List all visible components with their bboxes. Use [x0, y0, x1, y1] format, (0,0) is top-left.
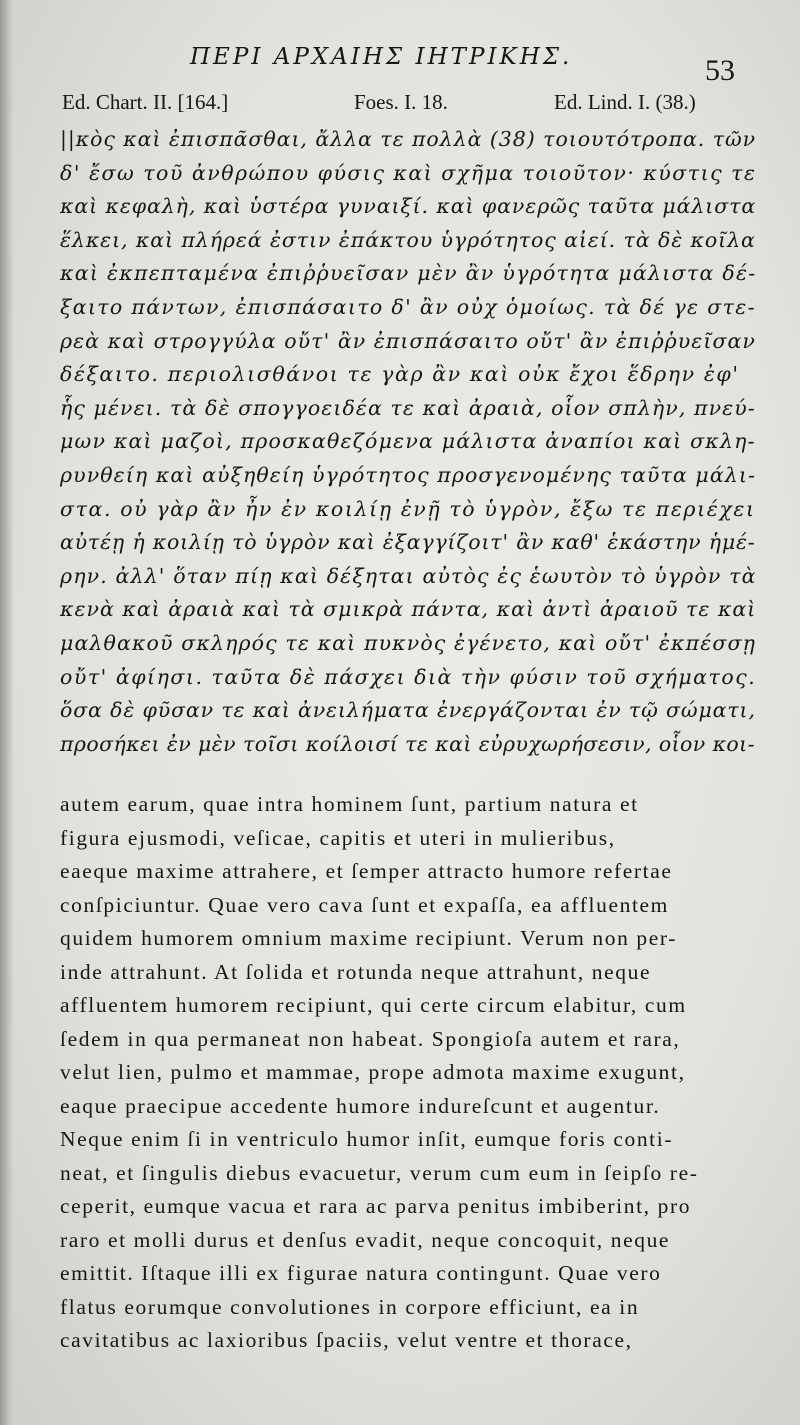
latin-text-block [60, 788, 760, 1358]
greek-text-line: καὶ κεφαλὴ, καὶ ὑστέρα γυναιξί. καὶ φανερῶς ταῦτα μάλιστα [60, 194, 757, 219]
page-number: 53 [705, 54, 735, 87]
greek-text-line: ρην. ἀλλ' ὅταν πίῃ καὶ δέξηται αὐτὸς ἐς ἑωυτὸν τὸ ὑγρὸν τὰ [60, 563, 757, 588]
latin-text-line: ſedem in qua permaneat non habeat. Spongioſa autem et rara, [60, 1026, 681, 1051]
latin-text-line: ceperit, eumque vacua et rara ac parva penitus imbiberint, pro [60, 1194, 692, 1218]
greek-text-line: στα. οὐ γὰρ ἂν ἦν ἐν κοιλίῃ ἐνῇ τὸ ὑγρὸν, ἔξω τε περιέχει [60, 496, 756, 521]
greek-text-line: οὔτ' ἀφίησι. ταῦτα δὲ πάσχει διὰ τὴν φύσιν τοῦ σχήματος. [60, 664, 757, 689]
edition-ref-linden: Ed. Lind. I. (38.) [554, 90, 696, 114]
latin-text-line: affluentem humorem recipiunt, qui certe circum elabitur, cum [60, 993, 687, 1017]
greek-text-line: ἧς μένει. τὰ δὲ σπογγοειδέα τε καὶ ἀραιὰ, οἷον σπλὴν, πνεύ- [60, 395, 756, 420]
greek-text-line: μων καὶ μαζοὶ, προσκαθεζόμενα μάλιστα ἀναπίοι καὶ σκλη- [60, 429, 756, 454]
greek-text-line: μαλθακοῦ σκληρός τε καὶ πυκνὸς ἐγένετο, καὶ οὔτ' ἐκπέσσῃ [60, 630, 756, 655]
greek-text-line: ρυνθείη καὶ αὐξηθείη ὑγρότητος προσγενομένης ταῦτα μάλι- [60, 462, 757, 487]
greek-text-line: ρεὰ καὶ στρογγύλα οὔτ' ἂν ἐπισπάσαιτο οὔτ' ἂν ἐπιῤῥυεῖσαν [60, 328, 756, 353]
greek-text-line: ||κὸς καὶ ἐπισπᾶσθαι, ἄλλα τε πολλὰ (38) τοιουτότροπα. τῶν [60, 127, 757, 151]
latin-text-line: velut lien, pulmo et mammae, prope admota maxime exugunt, [60, 1060, 686, 1084]
running-head: ΠΕΡΙ ΑΡΧΑΙΗΣ ΙΗΤΡΙΚΗΣ. [190, 44, 573, 70]
greek-text-line: ὅσα δὲ φῦσαν τε καὶ ἀνειλήματα ἐνεργάζονται ἐν τῷ σώματι, [60, 698, 756, 723]
latin-text-line: neat, et ſingulis diebus evacuetur, verum cum eum in ſeipſo re- [60, 1160, 699, 1185]
latin-text-line: quidem humorem omnium maxime recipiunt. Verum non per- [60, 926, 677, 950]
latin-text-line: figura ejusmodi, veſicae, capitis et uteri in mulieribus, [60, 825, 616, 850]
greek-text-line: ἕλκει, καὶ πλήρεά ἐστιν ἐπάκτου ὑγρότητος αἰεί. τὰ δὲ κοῖλα [60, 227, 756, 252]
greek-text-line: προσήκει ἐν μὲν τοῖσι κοίλοισί τε καὶ εὐρυχωρήσεσιν, οἷον κοι- [60, 731, 755, 756]
page-edge-shadow [0, 0, 14, 1425]
greek-text-line: δέξαιτο. περιολισθάνοι τε γὰρ ἂν καὶ οὐκ ἔχοι ἕδρην ἐφ' [60, 362, 740, 387]
latin-text-line: eaeque maxime attrahere, et ſemper attracto humore refertae [60, 859, 673, 883]
latin-text-line: inde attrahunt. At ſolida et rotunda neque attrahunt, neque [60, 959, 652, 984]
greek-text-line: ξαιτο πάντων, ἐπισπάσαιτο δ' ἂν οὐχ ὁμοίως. τὰ δέ γε στε- [60, 294, 756, 319]
greek-text-line: δ' ἔσω τοῦ ἀνθρώπου φύσις καὶ σχῆμα τοιοῦτον· κύστις τε [60, 160, 757, 185]
greek-text-line: αὐτέῃ ἡ κοιλίῃ τὸ ὑγρὸν καὶ ἐξαγγίζοιτ' ἂν καθ' ἑκάστην ἡμέ- [60, 530, 756, 555]
greek-text-line: καὶ ἐκπεπταμένα ἐπιῤῥυεῖσαν μὲν ἂν ὑγρότητα μάλιστα δέ- [60, 261, 757, 286]
edition-ref-foes: Foes. I. 18. [354, 90, 448, 114]
latin-text-line: cavitatibus ac laxioribus ſpaciis, velut ventre et thorace, [60, 1328, 633, 1352]
latin-text-line: autem earum, quae intra hominem ſunt, partium natura et [60, 792, 639, 816]
latin-text-line: emittit. Iſtaque illi ex figurae natura contingunt. Quae vero [60, 1261, 662, 1285]
latin-text-line: eaque praecipue accedente humore indureſcunt et augentur. [60, 1093, 661, 1118]
latin-text-line: conſpiciuntur. Quae vero cava ſunt et expaſſa, ea affluentem [60, 892, 669, 917]
greek-text-line: κενὰ καὶ ἀραιὰ καὶ τὰ σμικρὰ πάντα, καὶ ἀντὶ ἀραιοῦ τε καὶ [60, 597, 757, 622]
latin-text-line: flatus eorumque convolutiones in corpore efficiunt, ea in [60, 1294, 640, 1319]
latin-text-line: Neque enim ſi in ventriculo humor inſit, eumque foris conti- [60, 1127, 674, 1151]
latin-text-line: raro et molli durus et denſus evadit, neque concoquit, neque [60, 1227, 671, 1252]
greek-text-block [60, 123, 760, 761]
edition-ref-chartier: Ed. Chart. II. [164.] [62, 90, 229, 114]
